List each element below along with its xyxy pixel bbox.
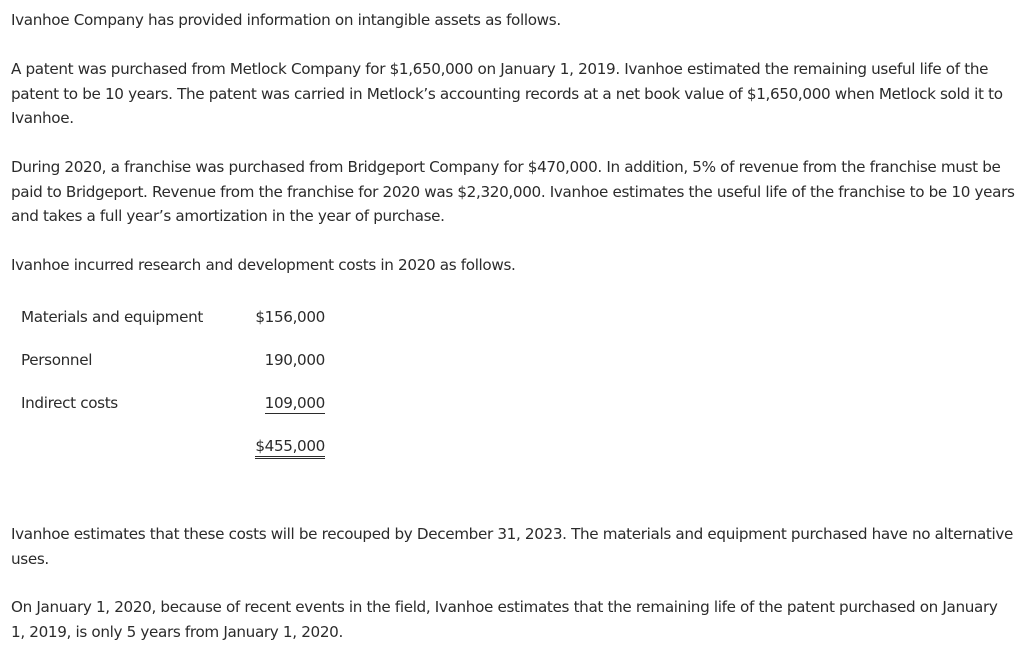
cost-amount: $156,000 <box>255 308 325 326</box>
cost-row-personnel <box>21 351 331 377</box>
cost-amount: 109,000 <box>264 394 325 412</box>
cost-total: $455,000 <box>255 437 325 459</box>
cost-label: Materials and equipment <box>21 308 203 326</box>
cost-row-indirect <box>21 394 331 420</box>
cost-label: Indirect costs <box>21 394 118 412</box>
cost-row-materials <box>21 308 331 334</box>
cost-row-total <box>21 437 331 463</box>
patent-paragraph: A patent was purchased from Metlock Company for $1,650,000 on January 1, 2019. Ivanhoe estimated the remaining useful life of the patent to be 10 years. The patent was carried in Metlock’s accounting records at a net book value of $1,650,000 when Metlock sold it to Ivanhoe. <box>11 60 1003 127</box>
intro-paragraph: Ivanhoe Company has provided information on intangible assets as follows. <box>11 11 561 29</box>
patent-life-change-paragraph: On January 1, 2020, because of recent events in the field, Ivanhoe estimates that the remaining life of the patent purchased on January 1, 2019, is only 5 years from January 1, 2020. <box>11 598 998 641</box>
recoup-paragraph: Ivanhoe estimates that these costs will be recouped by December 31, 2023. The materials and equipment purchased have no alternative uses. <box>11 525 1014 568</box>
franchise-paragraph: During 2020, a franchise was purchased from Bridgeport Company for $470,000. In addition, 5% of revenue from the franchise must be paid to Bridgeport. Revenue from the franchise for 2020 was $2,320,000. Ivanhoe estimates the useful life of the franchise to be 10 years and takes a full year’s amortization in the year of purchase. <box>11 158 1015 225</box>
cost-label: Personnel <box>21 351 93 369</box>
cost-amount: 190,000 <box>264 351 325 369</box>
rd-intro-paragraph: Ivanhoe incurred research and development costs in 2020 as follows. <box>11 256 516 274</box>
